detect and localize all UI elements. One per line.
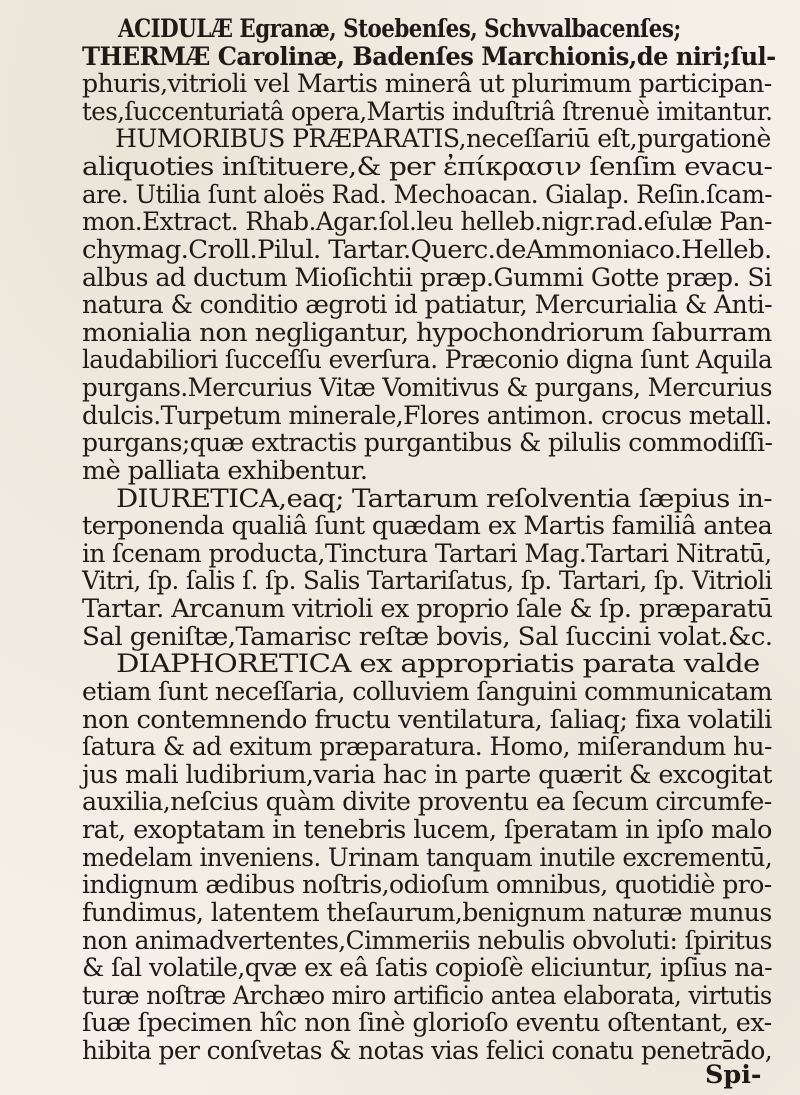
catchword: Spi- xyxy=(705,1060,762,1090)
text-line: in ſcenam producta,Tinctura Tartari Mag.Tartari Nitratū, xyxy=(82,539,772,569)
text-line: turæ noſtræ Archæo miro artificio antea elaborata, virtutis xyxy=(82,981,772,1011)
text-line: aliquoties inſtituere,& per ἐπίκρασιν ſenſim evacu- xyxy=(82,152,773,182)
text-line: ACIDULÆ Egranæ, Stoebenſes, Schvvalbacenſes; xyxy=(118,14,681,44)
text-line: DIURETICA,eaq; Tartarum reſolventia ſæpius in- xyxy=(116,484,772,514)
text-line: auxilia,neſcius quàm divite proventu ea ſecum circumfe- xyxy=(82,787,772,817)
text-line: albus ad ductum Mioſichtii præp.Gummi Gotte præp. Si xyxy=(82,263,772,293)
text-line: phuris,vitrioli vel Martis minerâ ut plurimum participan- xyxy=(82,69,772,99)
text-line: are. Utilia ſunt aloës Rad. Mechoacan. Gialap. Reſin.ſcam- xyxy=(82,180,772,210)
text-line: mon.Extract. Rhab.Agar.ſol.leu helleb.nigr.rad.eſulæ Pan- xyxy=(82,207,772,237)
text-line: etiam ſunt neceſſaria, colluviem ſanguini communicatam xyxy=(82,677,773,707)
text-line: indignum ædibus noſtris,odioſum omnibus, quotidiè pro- xyxy=(82,870,772,900)
text-line: mè palliata exhibentur. xyxy=(82,456,368,486)
text-line: natura & conditio ægroti id patiatur, Mercurialia & Anti- xyxy=(82,290,773,320)
text-line: jus mali ludibrium,varia hac in parte quærit & excogitat xyxy=(82,760,772,790)
text-line: fundimus, latentem theſaurum,benignum naturæ munus xyxy=(82,898,772,928)
text-line: Tartar. Arcanum vitrioli ex proprio ſale & ſp. præparatū xyxy=(82,594,773,624)
text-line: HUMORIBUS PRÆPARATIS,neceſſariū eſt,purgationè xyxy=(115,124,771,154)
text-line: ſatura & ad exitum præparatura. Homo, miſerandum hu- xyxy=(82,732,772,762)
text-line: dulcis.Turpetum minerale,Flores antimon. crocus metall. xyxy=(82,401,772,431)
text-line: purgans.Mercurius Vitæ Vomitivus & purgans, Mercurius xyxy=(82,373,772,403)
text-line: purgans;quæ extractis purgantibus & pilulis commodiſſi- xyxy=(82,428,773,458)
text-line: & ſal volatile,qvæ ex eâ ſatis copioſè eliciuntur, ipſius na- xyxy=(82,953,772,983)
text-line: medelam inveniens. Urinam tanquam inutile excrementū, xyxy=(82,843,773,873)
text-line: tes,ſuccenturiatâ opera,Martis induſtriâ ſtrenuè imitantur. xyxy=(82,97,773,127)
text-line: non animadvertentes,Cimmeriis nebulis obvoluti: ſpiritus xyxy=(82,926,772,956)
text-line: monialia non negligantur, hypochondriorum ſaburram xyxy=(82,318,772,348)
text-line: ſuæ ſpecimen hîc non ſinè glorioſo eventu oſtentant, ex- xyxy=(82,1008,772,1038)
text-line: DIAPHORETICA ex appropriatis parata valde xyxy=(116,649,760,679)
text-line: THERMÆ Carolinæ, Badenſes Marchionis,de niri;ſul- xyxy=(82,42,776,72)
text-line: non contemnendo fructu ventilatura, ſaliaq; fixa volatili xyxy=(82,705,772,735)
text-line: laudabiliori ſucceſſu everſura. Præconio digna ſunt Aquila xyxy=(82,345,773,375)
text-line: terponenda qualiâ ſunt quædam ex Martis familiâ antea xyxy=(82,511,773,541)
text-line: hibita per conſvetas & notas vias felici conatu penetrādo, xyxy=(82,1036,773,1066)
text-line: Sal geniſtæ,Tamarisc reſtæ bovis, Sal ſuccini volat.&c. xyxy=(82,622,773,652)
text-line: chymag.Croll.Pilul. Tartar.Querc.deAmmoniaco.Helleb. xyxy=(82,235,772,265)
text-line: Vitri, ſp. ſalis ſ. ſp. Salis Tartariſatus, ſp. Tartari, ſp. Vitrioli xyxy=(82,566,773,596)
text-line: rat, exoptatam in tenebris lucem, ſperatam in ipſo malo xyxy=(82,815,772,845)
